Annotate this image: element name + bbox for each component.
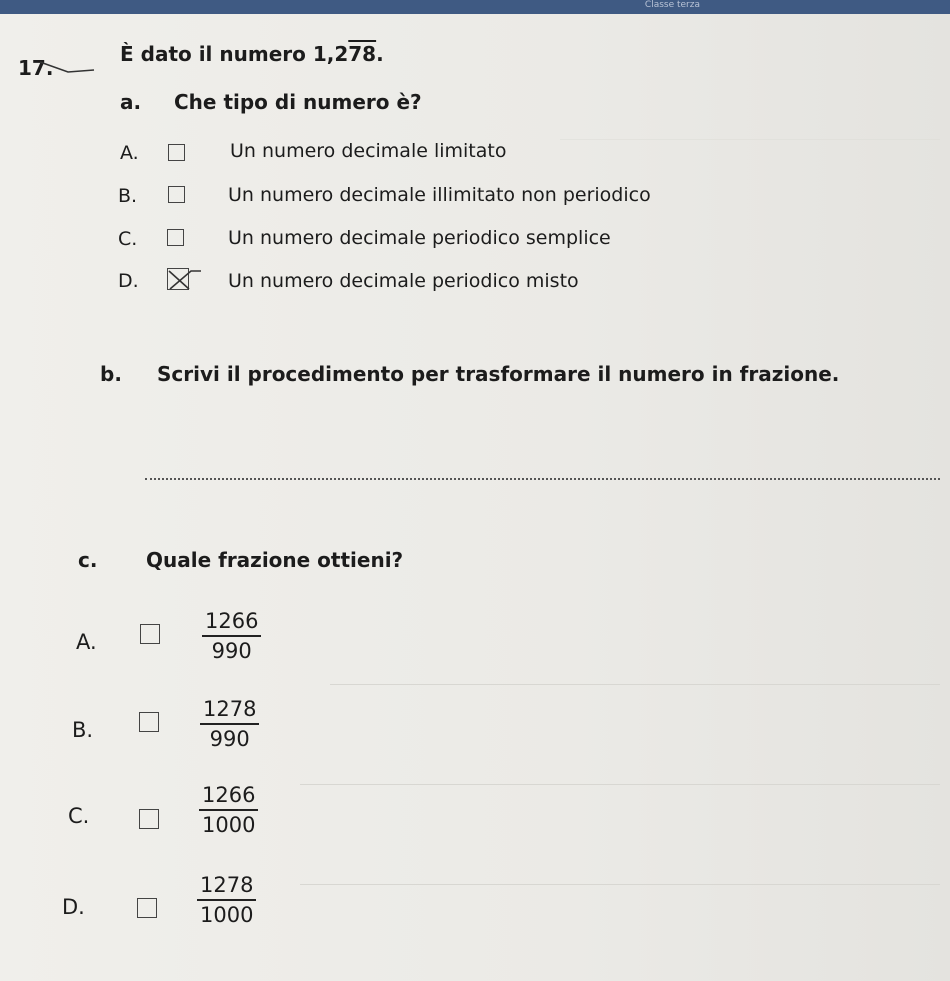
part-b-label: b. xyxy=(100,362,122,386)
bleed-through-decoration xyxy=(330,684,940,686)
fraction-numerator: 1278 xyxy=(200,873,254,897)
part-a-option-d-checkbox[interactable] xyxy=(167,268,189,290)
question-suffix: . xyxy=(376,42,384,66)
part-c-option-d-checkbox[interactable] xyxy=(137,898,157,918)
part-a-option-text: Un numero decimale periodico misto xyxy=(228,270,579,292)
fraction-bar xyxy=(199,809,258,811)
fraction-denominator: 990 xyxy=(209,727,250,751)
fraction-option-c xyxy=(199,783,258,837)
fraction-option-b xyxy=(200,697,259,751)
part-c-option-letter: D. xyxy=(62,895,85,919)
bleed-through-decoration xyxy=(300,884,940,886)
fraction-denominator: 1000 xyxy=(202,813,256,837)
question-mark-underline-icon xyxy=(38,58,96,78)
fraction-option-a xyxy=(202,609,261,663)
bleed-through-decoration xyxy=(300,784,940,786)
part-c-option-c-checkbox[interactable] xyxy=(139,809,159,829)
part-c-option-letter: C. xyxy=(68,804,90,828)
part-a-question: Che tipo di numero è? xyxy=(174,90,422,114)
question-number: 17. xyxy=(18,56,54,80)
bleed-through-decoration xyxy=(560,59,940,140)
part-a-option-letter: D. xyxy=(118,270,139,292)
part-a-option-letter: C. xyxy=(118,228,138,250)
part-a-option-text: Un numero decimale illimitato non periodico xyxy=(228,184,651,206)
corner-label: Classe terza xyxy=(644,0,700,10)
question-prefix: È dato il numero 1,2 xyxy=(120,42,349,66)
cross-mark-icon xyxy=(167,268,205,292)
fraction-numerator: 1278 xyxy=(203,697,257,721)
answer-line[interactable] xyxy=(145,478,940,480)
fraction-bar xyxy=(197,899,256,901)
part-a-option-letter: B. xyxy=(118,185,138,207)
part-c-option-letter: A. xyxy=(76,630,97,654)
part-a-option-b-checkbox[interactable] xyxy=(168,186,185,203)
periodic-digits: 78 xyxy=(348,42,377,66)
part-a-option-text: Un numero decimale limitato xyxy=(230,140,507,162)
part-a-option-letter: A. xyxy=(120,142,139,164)
part-a-option-a-checkbox[interactable] xyxy=(168,144,185,161)
fraction-bar xyxy=(200,723,259,725)
fraction-numerator: 1266 xyxy=(205,609,259,633)
fraction-numerator: 1266 xyxy=(202,783,256,807)
part-a-option-text: Un numero decimale periodico semplice xyxy=(228,227,611,249)
part-c-question: Quale frazione ottieni? xyxy=(146,548,404,572)
fraction-denominator: 990 xyxy=(211,639,252,663)
fraction-denominator: 1000 xyxy=(200,903,254,927)
part-c-option-letter: B. xyxy=(72,718,94,742)
fraction-option-d xyxy=(197,873,256,927)
part-c-label: c. xyxy=(78,548,98,572)
part-a-option-c-checkbox[interactable] xyxy=(167,229,184,246)
fraction-bar xyxy=(202,635,261,637)
part-a-label: a. xyxy=(120,90,142,114)
part-c-option-b-checkbox[interactable] xyxy=(139,712,159,732)
question-title xyxy=(120,42,384,66)
part-c-option-a-checkbox[interactable] xyxy=(140,624,160,644)
top-binding-strip xyxy=(0,0,950,14)
part-b-question: Scrivi il procedimento per trasformare il numero in frazione. xyxy=(157,362,840,386)
